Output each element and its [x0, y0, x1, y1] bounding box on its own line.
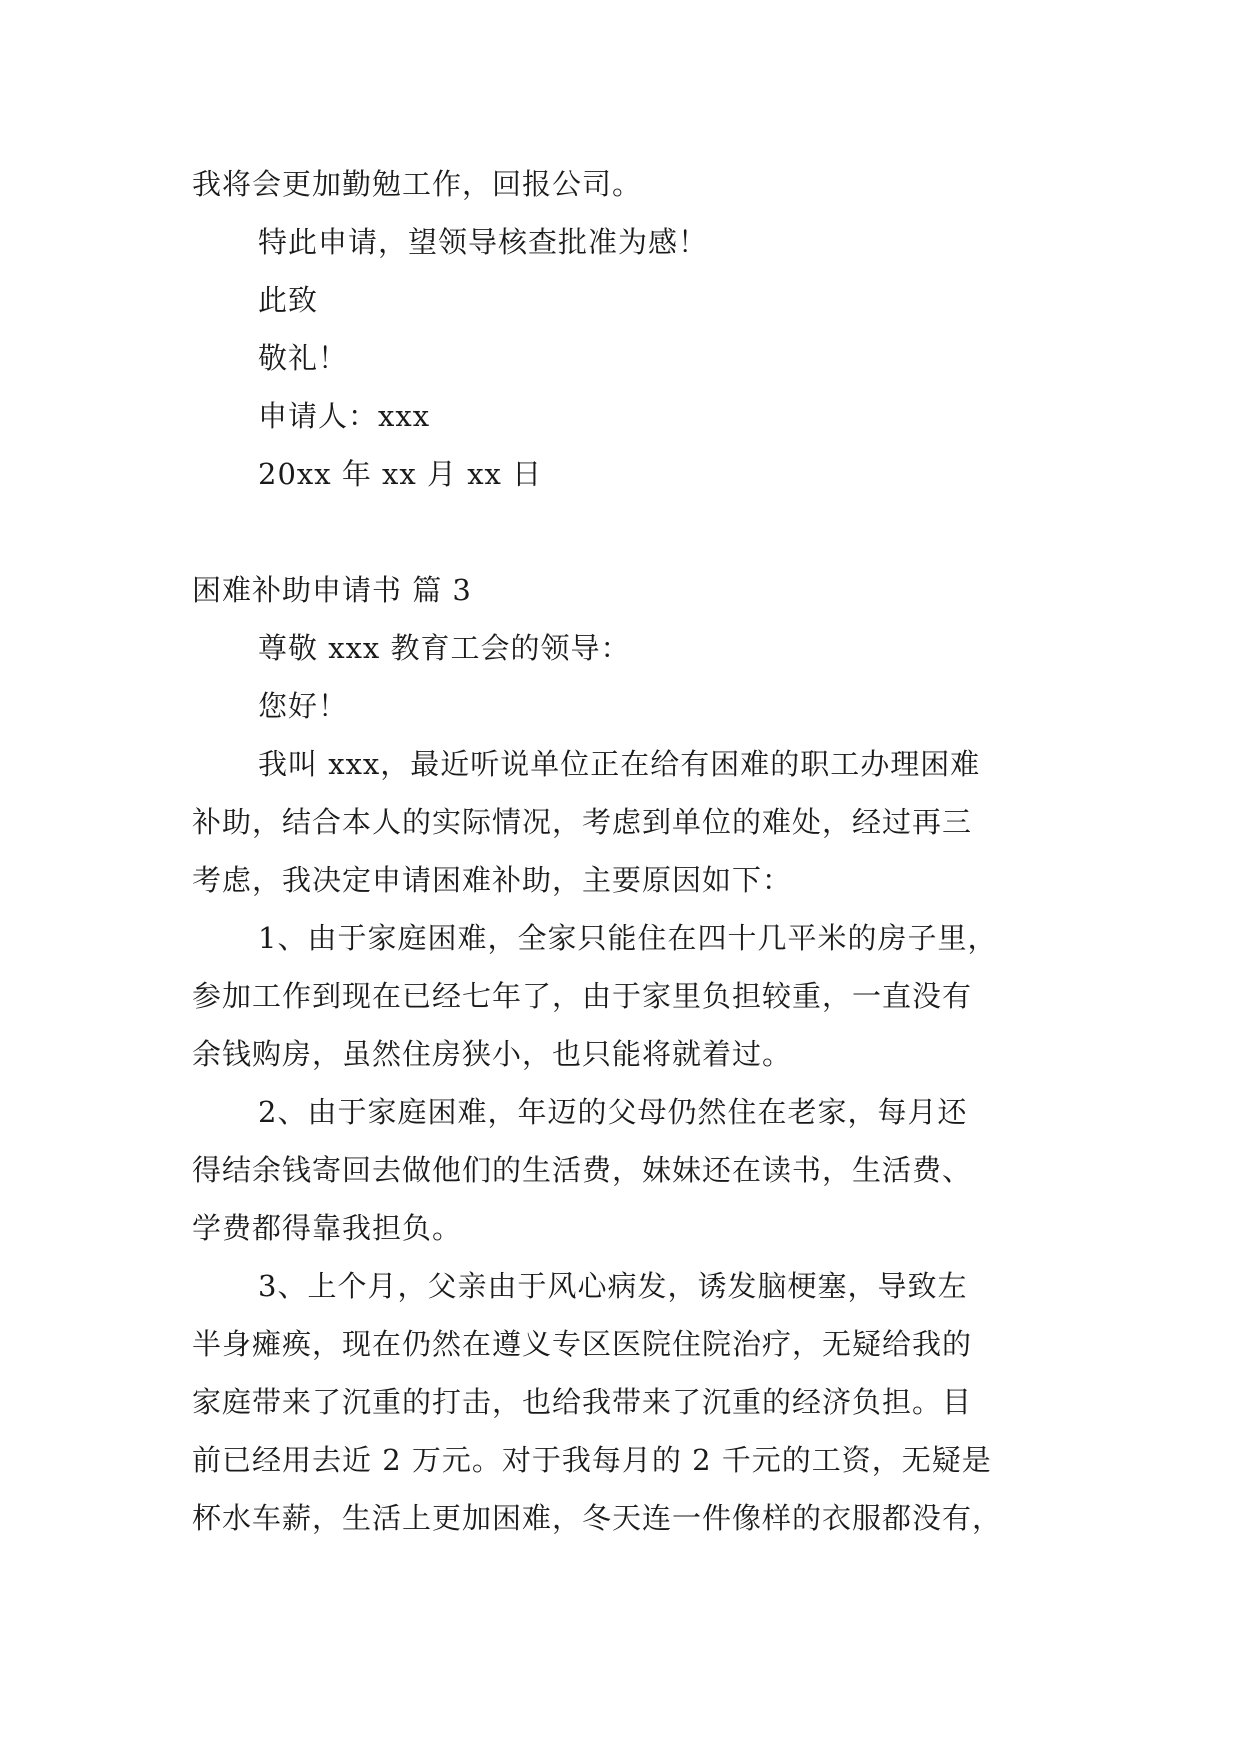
section-heading: 困难补助申请书 篇 3 — [192, 573, 472, 607]
text-line: 我叫 xxx，最近听说单位正在给有困难的职工办理困难 — [258, 747, 981, 781]
text-line: 申请人：xxx — [258, 399, 431, 433]
text-line: 尊敬 xxx 教育工会的领导： — [258, 631, 631, 665]
text-line: 此致 — [258, 283, 319, 317]
text-line: 我将会更加勤勉工作，回报公司。 — [192, 167, 643, 201]
text-line: 您好！ — [258, 689, 349, 723]
text-line: 敬礼！ — [258, 341, 349, 375]
text-line: 学费都得靠我担负。 — [192, 1211, 463, 1245]
text-line: 1、由于家庭困难，全家只能住在四十几平米的房子里， — [258, 921, 998, 955]
text-line: 20xx 年 xx 月 xx 日 — [258, 457, 543, 491]
text-line: 特此申请，望领导核查批准为感！ — [258, 225, 709, 259]
text-line: 半身瘫痪，现在仍然在遵义专区医院住院治疗，无疑给我的 — [192, 1327, 973, 1361]
text-line: 2、由于家庭困难，年迈的父母仍然住在老家，每月还 — [258, 1095, 968, 1129]
text-line: 补助，结合本人的实际情况，考虑到单位的难处，经过再三 — [192, 805, 973, 839]
text-line: 参加工作到现在已经七年了，由于家里负担较重，一直没有 — [192, 979, 973, 1013]
text-line: 前已经用去近 2 万元。对于我每月的 2 千元的工资，无疑是 — [192, 1443, 992, 1477]
text-line: 得结余钱寄回去做他们的生活费，妹妹还在读书，生活费、 — [192, 1153, 973, 1187]
text-line: 3、上个月，父亲由于风心病发，诱发脑梗塞，导致左 — [258, 1269, 968, 1303]
text-line: 余钱购房，虽然住房狭小，也只能将就着过。 — [192, 1037, 793, 1071]
text-line: 家庭带来了沉重的打击，也给我带来了沉重的经济负担。目 — [192, 1385, 973, 1419]
text-line: 杯水车薪，生活上更加困难，冬天连一件像样的衣服都没有， — [192, 1501, 1003, 1535]
text-line: 考虑，我决定申请困难补助，主要原因如下： — [192, 863, 793, 897]
